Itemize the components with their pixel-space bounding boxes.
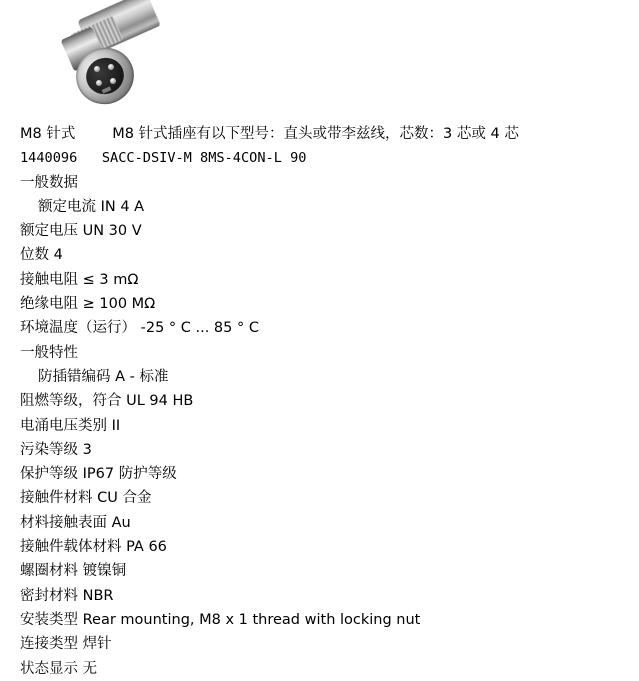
spec-line: 螺圈材料 镀镍铜: [20, 563, 127, 580]
contact-pin-3: [96, 80, 102, 86]
specification-text: [0, 122, 639, 681]
spec-line: 状态显示 无: [20, 660, 98, 677]
spec-line: 接触件载体材料 PA 66: [20, 539, 167, 556]
spec-line: 位数 4: [20, 247, 63, 264]
spec-line: 额定电压 UN 30 V: [20, 223, 142, 240]
contact-pin-2: [108, 64, 114, 70]
spec-line: 保护等级 IP67 防护等级: [20, 466, 177, 483]
spec-line: 材料接触表面 Au: [20, 514, 131, 531]
spec-line: M8 针式 M8 针式插座有以下型号：直头或带李兹线，芯数：3 芯或 4 芯: [20, 126, 519, 142]
spec-line: 1440096 SACC-DSIV-M 8MS-4CON-L 90: [20, 150, 307, 167]
m8-panel-mount-connector-photo: [58, 2, 178, 112]
spec-line: 接触件材料 CU 合金: [20, 490, 152, 507]
spec-line: 额定电流 IN 4 A: [38, 198, 145, 215]
contact-pin-4: [110, 78, 116, 84]
spec-line: 安装类型 Rear mounting, M8 x 1 thread with locking nut: [20, 611, 421, 628]
spec-line: 电涌电压类别 II: [20, 417, 121, 434]
spec-line: 阻燃等级，符合 UL 94 HB: [20, 393, 194, 410]
spec-line: 接触电阻 ≤ 3 mΩ: [20, 271, 139, 288]
contact-pin-1: [94, 66, 100, 72]
spec-line: 防插错编码 A - 标准: [38, 368, 169, 385]
spec-line: 一般数据: [20, 174, 78, 191]
spec-line: 一般特性: [20, 344, 78, 361]
spec-line: 连接类型 焊针: [20, 636, 112, 653]
spec-line: 绝缘电阻 ≥ 100 MΩ: [20, 296, 156, 313]
product-image-block: [0, 0, 639, 122]
spec-line: 环境温度（运行） -25 ° C ... 85 ° C: [20, 320, 259, 337]
spec-line: 密封材料 NBR: [20, 587, 114, 604]
spec-line: 污染等级 3: [20, 441, 92, 458]
